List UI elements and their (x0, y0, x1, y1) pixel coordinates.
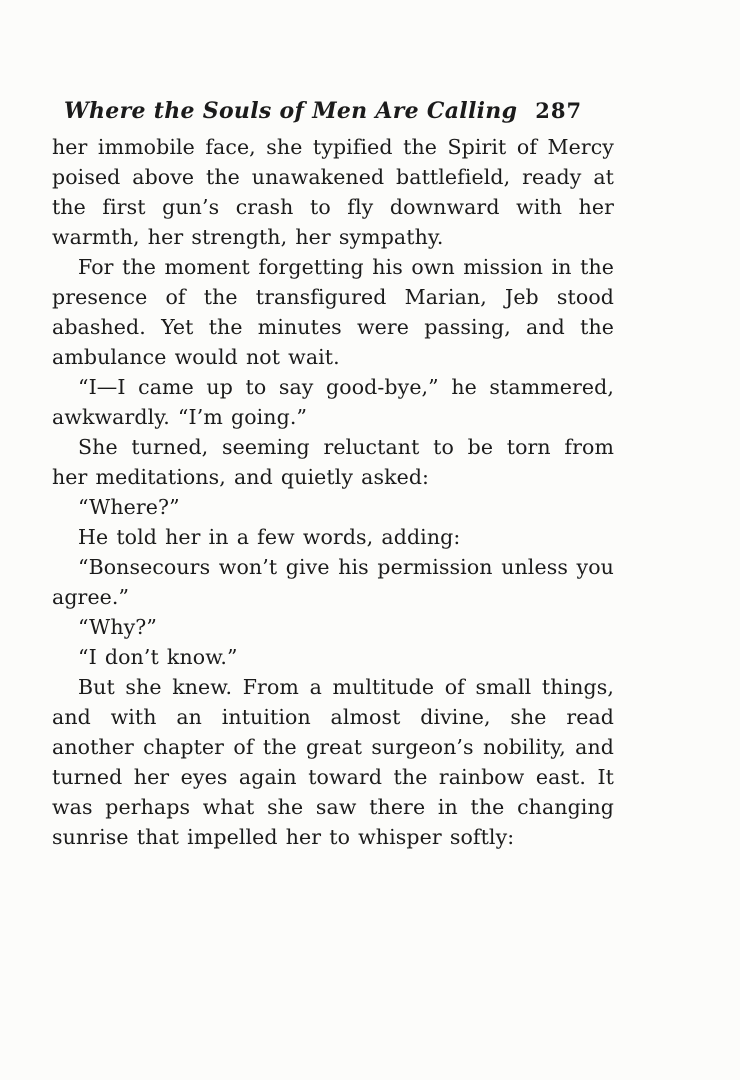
paragraph: “Bonsecours won’t give his permission unless you agree.” (52, 555, 614, 609)
paragraph: “I—I came up to say good-bye,” he stammered, awkwardly. “I’m going.” (52, 375, 614, 429)
paragraph: “Where?” (78, 495, 180, 519)
page-number: 287 (535, 98, 583, 123)
running-title: Where the Souls of Men Are Calling (64, 98, 518, 124)
paragraph: her immobile face, she typified the Spirit of Mercy poised above the unawakened battlefield, ready at the first gun’s crash to fly downward with her warmth, her strength, her sympathy. (52, 135, 614, 249)
page-body (52, 132, 614, 852)
paragraph: He told her in a few words, adding: (78, 525, 461, 549)
paragraph: For the moment forgetting his own mission in the presence of the transfigured Marian, Jeb stood abashed. Yet the minutes were passing, and the ambulance would not wait. (52, 255, 614, 369)
page-content (52, 98, 614, 852)
paragraph: “I don’t know.” (78, 645, 238, 669)
paragraph: “Why?” (78, 615, 157, 639)
paragraph: But she knew. From a multitude of small things, and with an intuition almost divine, she read another chapter of the great surgeon’s nobility, and turned her eyes again toward the rainbow east. It was perhaps what she saw there in the changing sunrise that impelled her to whisper softly: (52, 675, 614, 849)
paragraph: She turned, seeming reluctant to be torn from her meditations, and quietly asked: (52, 435, 614, 489)
page-header (52, 98, 614, 124)
